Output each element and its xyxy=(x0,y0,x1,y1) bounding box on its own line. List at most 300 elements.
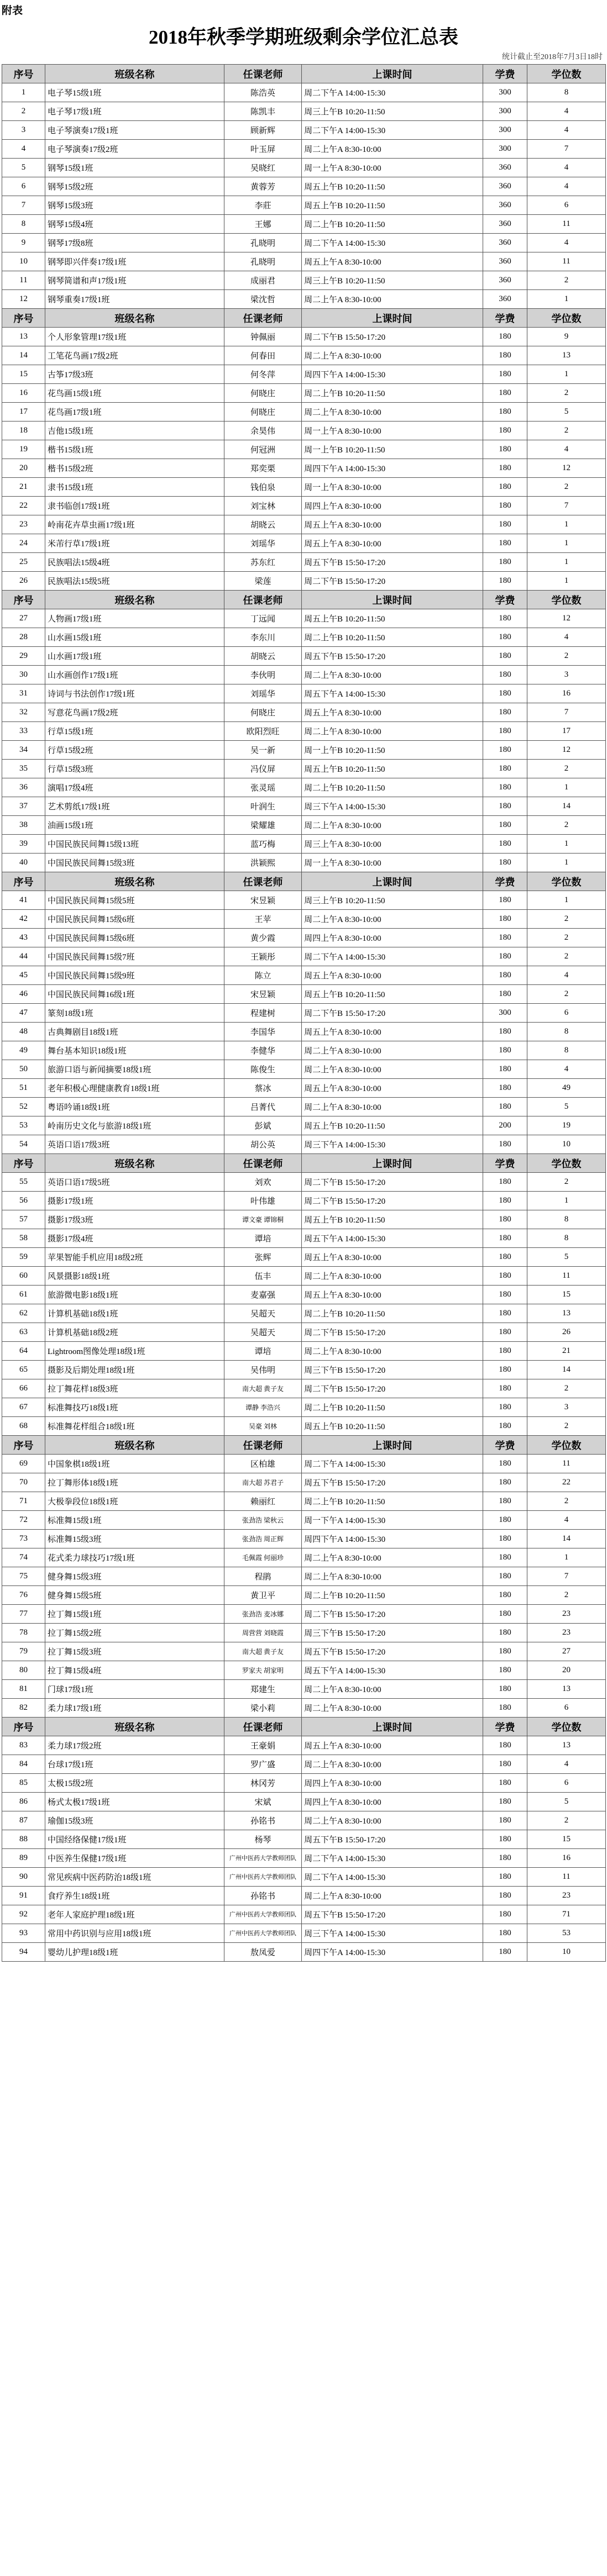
col-teacher: 陈浩英 xyxy=(224,83,302,102)
header-col-class-name: 班级名称 xyxy=(45,1718,224,1736)
table-row xyxy=(2,1041,606,1060)
col-seq: 1 xyxy=(2,83,45,102)
col-class-name: 电子琴15级1班 xyxy=(45,83,224,102)
col-seq: 43 xyxy=(2,929,45,947)
col-seats: 1 xyxy=(527,835,606,854)
col-teacher: 程鹃 xyxy=(224,1567,302,1586)
col-seq: 12 xyxy=(2,290,45,309)
col-schedule: 周二下午B 15:50-17:20 xyxy=(302,1323,483,1342)
col-seq: 83 xyxy=(2,1736,45,1755)
col-seats: 14 xyxy=(527,1530,606,1548)
col-fee: 180 xyxy=(483,609,527,628)
col-seats: 16 xyxy=(527,684,606,703)
col-teacher: 陈俊生 xyxy=(224,1060,302,1079)
col-class-name: 拉丁舞15级3班 xyxy=(45,1642,224,1661)
table-row xyxy=(2,741,606,760)
table-row xyxy=(2,684,606,703)
col-seq: 63 xyxy=(2,1323,45,1342)
col-seats: 1 xyxy=(527,572,606,591)
header-col-class-name: 班级名称 xyxy=(45,309,224,328)
col-fee: 300 xyxy=(483,102,527,121)
col-teacher: 孙铭书 xyxy=(224,1811,302,1830)
col-class-name: 拉丁舞形体18级1班 xyxy=(45,1473,224,1492)
col-class-name: 婴幼儿护理18级1班 xyxy=(45,1943,224,1962)
col-seq: 35 xyxy=(2,760,45,778)
col-seq: 53 xyxy=(2,1116,45,1135)
header-col-fee: 学费 xyxy=(483,309,527,328)
col-teacher: 洪颖熙 xyxy=(224,854,302,872)
col-class-name: 中国民族民间舞15级6班 xyxy=(45,910,224,929)
header-row xyxy=(2,309,606,328)
col-teacher: 李国华 xyxy=(224,1023,302,1041)
header-row xyxy=(2,1436,606,1455)
col-schedule: 周五下午A 14:00-15:30 xyxy=(302,1229,483,1248)
col-schedule: 周二上午A 8:30-10:00 xyxy=(302,816,483,835)
col-teacher: 郑奕栗 xyxy=(224,459,302,478)
col-teacher: 陈凯丰 xyxy=(224,102,302,121)
col-fee: 180 xyxy=(483,722,527,741)
table-row xyxy=(2,1267,606,1286)
col-seq: 40 xyxy=(2,854,45,872)
col-teacher: 林冈芳 xyxy=(224,1774,302,1793)
col-teacher: 程建树 xyxy=(224,1004,302,1023)
col-seq: 58 xyxy=(2,1229,45,1248)
col-fee: 180 xyxy=(483,891,527,910)
col-teacher: 郑建生 xyxy=(224,1680,302,1699)
col-class-name: 标准舞15级3班 xyxy=(45,1530,224,1548)
header-col-schedule: 上课时间 xyxy=(302,1718,483,1736)
col-fee: 180 xyxy=(483,1699,527,1718)
col-schedule: 周二上午B 10:20-11:50 xyxy=(302,1304,483,1323)
col-seq: 28 xyxy=(2,628,45,647)
col-fee: 180 xyxy=(483,328,527,346)
col-seq: 11 xyxy=(2,271,45,290)
col-teacher: 成丽君 xyxy=(224,271,302,290)
col-class-name: 艺术剪纸17级1班 xyxy=(45,797,224,816)
col-seats: 11 xyxy=(527,252,606,271)
col-seq: 48 xyxy=(2,1023,45,1041)
col-class-name: 标准舞花样组合18级1班 xyxy=(45,1417,224,1436)
header-col-teacher: 任课老师 xyxy=(224,1718,302,1736)
col-schedule: 周一上午B 10:20-11:50 xyxy=(302,440,483,459)
col-fee: 300 xyxy=(483,121,527,140)
col-seq: 16 xyxy=(2,384,45,403)
col-seats: 9 xyxy=(527,328,606,346)
header-col-seq: 序号 xyxy=(2,591,45,609)
col-teacher: 广州中医药大学教师团队 xyxy=(224,1905,302,1924)
header-col-teacher: 任课老师 xyxy=(224,1154,302,1173)
table-row xyxy=(2,929,606,947)
page-title: 2018年秋季学期班级剩余学位汇总表 xyxy=(148,27,458,48)
col-schedule: 周三下午A 14:00-15:30 xyxy=(302,1135,483,1154)
col-schedule: 周二上午A 8:30-10:00 xyxy=(302,1098,483,1116)
col-fee: 180 xyxy=(483,1079,527,1098)
table-row xyxy=(2,1887,606,1905)
col-class-name: 钢琴15级4班 xyxy=(45,215,224,234)
table-row xyxy=(2,1323,606,1342)
header-col-schedule: 上课时间 xyxy=(302,1436,483,1455)
col-seq: 31 xyxy=(2,684,45,703)
header-col-seats: 学位数 xyxy=(527,872,606,891)
col-fee: 360 xyxy=(483,196,527,215)
col-schedule: 周五上午B 10:20-11:50 xyxy=(302,1210,483,1229)
col-fee: 180 xyxy=(483,1548,527,1567)
col-seats: 4 xyxy=(527,628,606,647)
col-seats: 23 xyxy=(527,1887,606,1905)
col-schedule: 周四下午A 14:00-15:30 xyxy=(302,459,483,478)
header-col-class-name: 班级名称 xyxy=(45,1154,224,1173)
col-seats: 4 xyxy=(527,966,606,985)
table-row xyxy=(2,1342,606,1361)
col-schedule: 周一上午A 8:30-10:00 xyxy=(302,854,483,872)
col-schedule: 周二下午B 15:50-17:20 xyxy=(302,572,483,591)
col-schedule: 周五上午B 10:20-11:50 xyxy=(302,177,483,196)
seat-summary-table xyxy=(2,64,606,1962)
col-schedule: 周五上午A 8:30-10:00 xyxy=(302,966,483,985)
col-seats: 2 xyxy=(527,760,606,778)
table-row xyxy=(2,947,606,966)
col-seq: 25 xyxy=(2,553,45,572)
table-row xyxy=(2,553,606,572)
col-fee: 180 xyxy=(483,384,527,403)
col-class-name: 粤语吟诵18级1班 xyxy=(45,1098,224,1116)
col-seats: 13 xyxy=(527,1680,606,1699)
header-col-seq: 序号 xyxy=(2,872,45,891)
col-schedule: 周四上午A 8:30-10:00 xyxy=(302,497,483,515)
col-schedule: 周二下午A 14:00-15:30 xyxy=(302,1455,483,1473)
col-class-name: 行草15级1班 xyxy=(45,722,224,741)
col-seq: 68 xyxy=(2,1417,45,1436)
table-row xyxy=(2,1699,606,1718)
col-fee: 180 xyxy=(483,666,527,684)
col-teacher: 宋昱颖 xyxy=(224,891,302,910)
col-schedule: 周一下午A 14:00-15:30 xyxy=(302,1511,483,1530)
col-teacher: 毛佩霞 何丽珍 xyxy=(224,1548,302,1567)
table-row xyxy=(2,403,606,422)
table-row xyxy=(2,1530,606,1548)
col-seq: 6 xyxy=(2,177,45,196)
col-fee: 180 xyxy=(483,1755,527,1774)
col-class-name: 老年人家庭护理18级1班 xyxy=(45,1905,224,1924)
col-fee: 180 xyxy=(483,947,527,966)
col-seats: 27 xyxy=(527,1642,606,1661)
col-teacher: 李伙明 xyxy=(224,666,302,684)
col-seats: 4 xyxy=(527,440,606,459)
col-class-name: 摄影及后期处理18级1班 xyxy=(45,1361,224,1379)
table-row xyxy=(2,1811,606,1830)
col-schedule: 周五下午B 15:50-17:20 xyxy=(302,553,483,572)
col-seq: 73 xyxy=(2,1530,45,1548)
col-seq: 34 xyxy=(2,741,45,760)
col-fee: 180 xyxy=(483,1342,527,1361)
col-fee: 180 xyxy=(483,1774,527,1793)
col-fee: 180 xyxy=(483,929,527,947)
col-schedule: 周二下午A 14:00-15:30 xyxy=(302,947,483,966)
col-seats: 2 xyxy=(527,910,606,929)
table-row xyxy=(2,121,606,140)
col-schedule: 周二上午A 8:30-10:00 xyxy=(302,1755,483,1774)
col-schedule: 周二上午A 8:30-10:00 xyxy=(302,1548,483,1567)
table-row xyxy=(2,966,606,985)
table-row xyxy=(2,985,606,1004)
table-row xyxy=(2,1624,606,1642)
col-seats: 1 xyxy=(527,515,606,534)
col-schedule: 周二下午B 15:50-17:20 xyxy=(302,1379,483,1398)
col-schedule: 周二上午A 8:30-10:00 xyxy=(302,666,483,684)
col-seq: 57 xyxy=(2,1210,45,1229)
col-teacher: 刘欢 xyxy=(224,1173,302,1192)
col-seats: 19 xyxy=(527,1116,606,1135)
table-row xyxy=(2,1473,606,1492)
table-row xyxy=(2,1943,606,1962)
col-seq: 33 xyxy=(2,722,45,741)
col-fee: 180 xyxy=(483,1455,527,1473)
header-col-class-name: 班级名称 xyxy=(45,591,224,609)
col-class-name: 民族唱法15级5班 xyxy=(45,572,224,591)
col-fee: 180 xyxy=(483,1624,527,1642)
col-teacher: 谭培 xyxy=(224,1342,302,1361)
col-teacher: 蔡冰 xyxy=(224,1079,302,1098)
col-class-name: 摄影17级4班 xyxy=(45,1229,224,1248)
col-schedule: 周二下午A 14:00-15:30 xyxy=(302,121,483,140)
col-fee: 180 xyxy=(483,910,527,929)
col-seats: 15 xyxy=(527,1830,606,1849)
col-teacher: 何冠洲 xyxy=(224,440,302,459)
header-col-seats: 学位数 xyxy=(527,1718,606,1736)
col-teacher: 王颖彤 xyxy=(224,947,302,966)
col-class-name: 常见疾病中医药防治18级1班 xyxy=(45,1868,224,1887)
col-seats: 6 xyxy=(527,1699,606,1718)
col-fee: 200 xyxy=(483,1116,527,1135)
col-class-name: 岭南历史文化与旅游18级1班 xyxy=(45,1116,224,1135)
col-class-name: 吉他15级1班 xyxy=(45,422,224,440)
col-fee: 180 xyxy=(483,1210,527,1229)
col-class-name: 英语口语17级5班 xyxy=(45,1173,224,1192)
header-col-seq: 序号 xyxy=(2,309,45,328)
table-row xyxy=(2,1774,606,1793)
col-seats: 12 xyxy=(527,609,606,628)
col-teacher: 伍丰 xyxy=(224,1267,302,1286)
table-row xyxy=(2,1023,606,1041)
col-seq: 85 xyxy=(2,1774,45,1793)
col-teacher: 叶玉屏 xyxy=(224,140,302,159)
table-row xyxy=(2,459,606,478)
col-teacher: 李健华 xyxy=(224,1041,302,1060)
col-class-name: 标准舞15级1班 xyxy=(45,1511,224,1530)
col-seats: 7 xyxy=(527,140,606,159)
table-row xyxy=(2,515,606,534)
col-schedule: 周二上午A 8:30-10:00 xyxy=(302,346,483,365)
table-row xyxy=(2,1379,606,1398)
col-fee: 180 xyxy=(483,1023,527,1041)
col-seq: 69 xyxy=(2,1455,45,1473)
col-teacher: 欧阳烈旺 xyxy=(224,722,302,741)
col-class-name: 钢琴15级2班 xyxy=(45,177,224,196)
col-seats: 11 xyxy=(527,1868,606,1887)
col-teacher: 吴超天 xyxy=(224,1323,302,1342)
col-schedule: 周二上午A 8:30-10:00 xyxy=(302,1342,483,1361)
col-fee: 300 xyxy=(483,83,527,102)
col-class-name: 台球17级1班 xyxy=(45,1755,224,1774)
col-seats: 1 xyxy=(527,365,606,384)
col-fee: 180 xyxy=(483,797,527,816)
header-col-class-name: 班级名称 xyxy=(45,1436,224,1455)
table-row xyxy=(2,196,606,215)
col-class-name: 钢琴简谱和声17级1班 xyxy=(45,271,224,290)
col-seats: 4 xyxy=(527,1060,606,1079)
header-col-fee: 学费 xyxy=(483,1154,527,1173)
col-teacher: 刘瑶华 xyxy=(224,534,302,553)
col-seq: 56 xyxy=(2,1192,45,1210)
col-schedule: 周二下午B 15:50-17:20 xyxy=(302,1605,483,1624)
col-fee: 180 xyxy=(483,459,527,478)
col-seq: 81 xyxy=(2,1680,45,1699)
col-class-name: 门球17级1班 xyxy=(45,1680,224,1699)
col-seq: 3 xyxy=(2,121,45,140)
col-seats: 22 xyxy=(527,1473,606,1492)
col-schedule: 周五上午A 8:30-10:00 xyxy=(302,1248,483,1267)
header-col-seq: 序号 xyxy=(2,1436,45,1455)
col-seats: 12 xyxy=(527,741,606,760)
col-seats: 8 xyxy=(527,1041,606,1060)
col-seats: 2 xyxy=(527,947,606,966)
col-seats: 4 xyxy=(527,234,606,252)
col-schedule: 周二上午B 10:20-11:50 xyxy=(302,384,483,403)
col-class-name: 电子琴演奏17级1班 xyxy=(45,121,224,140)
col-seq: 7 xyxy=(2,196,45,215)
col-seats: 4 xyxy=(527,159,606,177)
table-row xyxy=(2,572,606,591)
col-seats: 2 xyxy=(527,1379,606,1398)
col-schedule: 周五上午A 8:30-10:00 xyxy=(302,703,483,722)
col-seq: 67 xyxy=(2,1398,45,1417)
col-seats: 7 xyxy=(527,1567,606,1586)
col-class-name: 民族唱法15级4班 xyxy=(45,553,224,572)
col-seq: 82 xyxy=(2,1699,45,1718)
col-teacher: 叶伟雄 xyxy=(224,1192,302,1210)
table-row xyxy=(2,346,606,365)
col-teacher: 李莊 xyxy=(224,196,302,215)
col-teacher: 王豪娟 xyxy=(224,1736,302,1755)
col-fee: 180 xyxy=(483,778,527,797)
header-col-teacher: 任课老师 xyxy=(224,872,302,891)
col-schedule: 周四上午A 8:30-10:00 xyxy=(302,1774,483,1793)
table-row xyxy=(2,1135,606,1154)
col-class-name: 钢琴即兴伴奏17级1班 xyxy=(45,252,224,271)
col-seats: 10 xyxy=(527,1943,606,1962)
col-seq: 17 xyxy=(2,403,45,422)
table-row xyxy=(2,215,606,234)
table-row xyxy=(2,365,606,384)
col-seq: 49 xyxy=(2,1041,45,1060)
col-class-name: 电子琴17级1班 xyxy=(45,102,224,121)
col-schedule: 周五上午B 10:20-11:50 xyxy=(302,1417,483,1436)
col-fee: 180 xyxy=(483,1849,527,1868)
col-seq: 41 xyxy=(2,891,45,910)
col-schedule: 周四下午A 14:00-15:30 xyxy=(302,365,483,384)
col-seats: 14 xyxy=(527,1361,606,1379)
col-teacher: 周营营 刘晓霞 xyxy=(224,1624,302,1642)
col-seq: 88 xyxy=(2,1830,45,1849)
table-row xyxy=(2,1755,606,1774)
col-fee: 180 xyxy=(483,1417,527,1436)
col-schedule: 周二上午A 8:30-10:00 xyxy=(302,1680,483,1699)
col-class-name: 瑜伽15级3班 xyxy=(45,1811,224,1830)
col-seq: 66 xyxy=(2,1379,45,1398)
col-class-name: 健身舞15级5班 xyxy=(45,1586,224,1605)
col-seq: 84 xyxy=(2,1755,45,1774)
col-schedule: 周二上午B 10:20-11:50 xyxy=(302,778,483,797)
table-row xyxy=(2,1924,606,1943)
col-seats: 4 xyxy=(527,177,606,196)
col-fee: 360 xyxy=(483,290,527,309)
col-seats: 16 xyxy=(527,1849,606,1868)
col-class-name: 人物画17级1班 xyxy=(45,609,224,628)
col-seats: 4 xyxy=(527,102,606,121)
col-schedule: 周五下午B 15:50-17:20 xyxy=(302,1642,483,1661)
col-schedule: 周一上午A 8:30-10:00 xyxy=(302,478,483,497)
col-seq: 8 xyxy=(2,215,45,234)
table-row xyxy=(2,628,606,647)
col-teacher: 苏东红 xyxy=(224,553,302,572)
col-seats: 4 xyxy=(527,121,606,140)
header-col-seats: 学位数 xyxy=(527,591,606,609)
col-seats: 2 xyxy=(527,422,606,440)
col-class-name: 常用中药识别与应用18级1班 xyxy=(45,1924,224,1943)
col-teacher: 罗家夫 胡家明 xyxy=(224,1661,302,1680)
table-row xyxy=(2,1548,606,1567)
col-fee: 180 xyxy=(483,1060,527,1079)
col-class-name: 中国民族民间舞15级9班 xyxy=(45,966,224,985)
header-col-seats: 学位数 xyxy=(527,1436,606,1455)
col-fee: 180 xyxy=(483,1567,527,1586)
table-row xyxy=(2,534,606,553)
col-schedule: 周五上午A 8:30-10:00 xyxy=(302,252,483,271)
col-seq: 38 xyxy=(2,816,45,835)
col-class-name: 拉丁舞15级1班 xyxy=(45,1605,224,1624)
header-col-schedule: 上课时间 xyxy=(302,309,483,328)
col-seats: 13 xyxy=(527,1304,606,1323)
header-col-teacher: 任课老师 xyxy=(224,65,302,83)
col-seq: 71 xyxy=(2,1492,45,1511)
col-seq: 55 xyxy=(2,1173,45,1192)
col-seq: 87 xyxy=(2,1811,45,1830)
col-seq: 90 xyxy=(2,1868,45,1887)
table-row xyxy=(2,1304,606,1323)
col-seats: 4 xyxy=(527,1511,606,1530)
col-fee: 180 xyxy=(483,1530,527,1548)
col-seq: 23 xyxy=(2,515,45,534)
col-schedule: 周四下午A 14:00-15:30 xyxy=(302,1943,483,1962)
col-schedule: 周二下午B 15:50-17:20 xyxy=(302,1192,483,1210)
table-row xyxy=(2,271,606,290)
col-fee: 180 xyxy=(483,985,527,1004)
col-seq: 80 xyxy=(2,1661,45,1680)
col-fee: 300 xyxy=(483,140,527,159)
col-schedule: 周二上午A 8:30-10:00 xyxy=(302,722,483,741)
table-row xyxy=(2,159,606,177)
col-seats: 53 xyxy=(527,1924,606,1943)
table-row xyxy=(2,422,606,440)
col-seq: 50 xyxy=(2,1060,45,1079)
table-row xyxy=(2,1173,606,1192)
header-col-class-name: 班级名称 xyxy=(45,65,224,83)
col-class-name: 钢琴15级3班 xyxy=(45,196,224,215)
col-seq: 10 xyxy=(2,252,45,271)
col-fee: 180 xyxy=(483,440,527,459)
table-row xyxy=(2,666,606,684)
col-fee: 180 xyxy=(483,1173,527,1192)
